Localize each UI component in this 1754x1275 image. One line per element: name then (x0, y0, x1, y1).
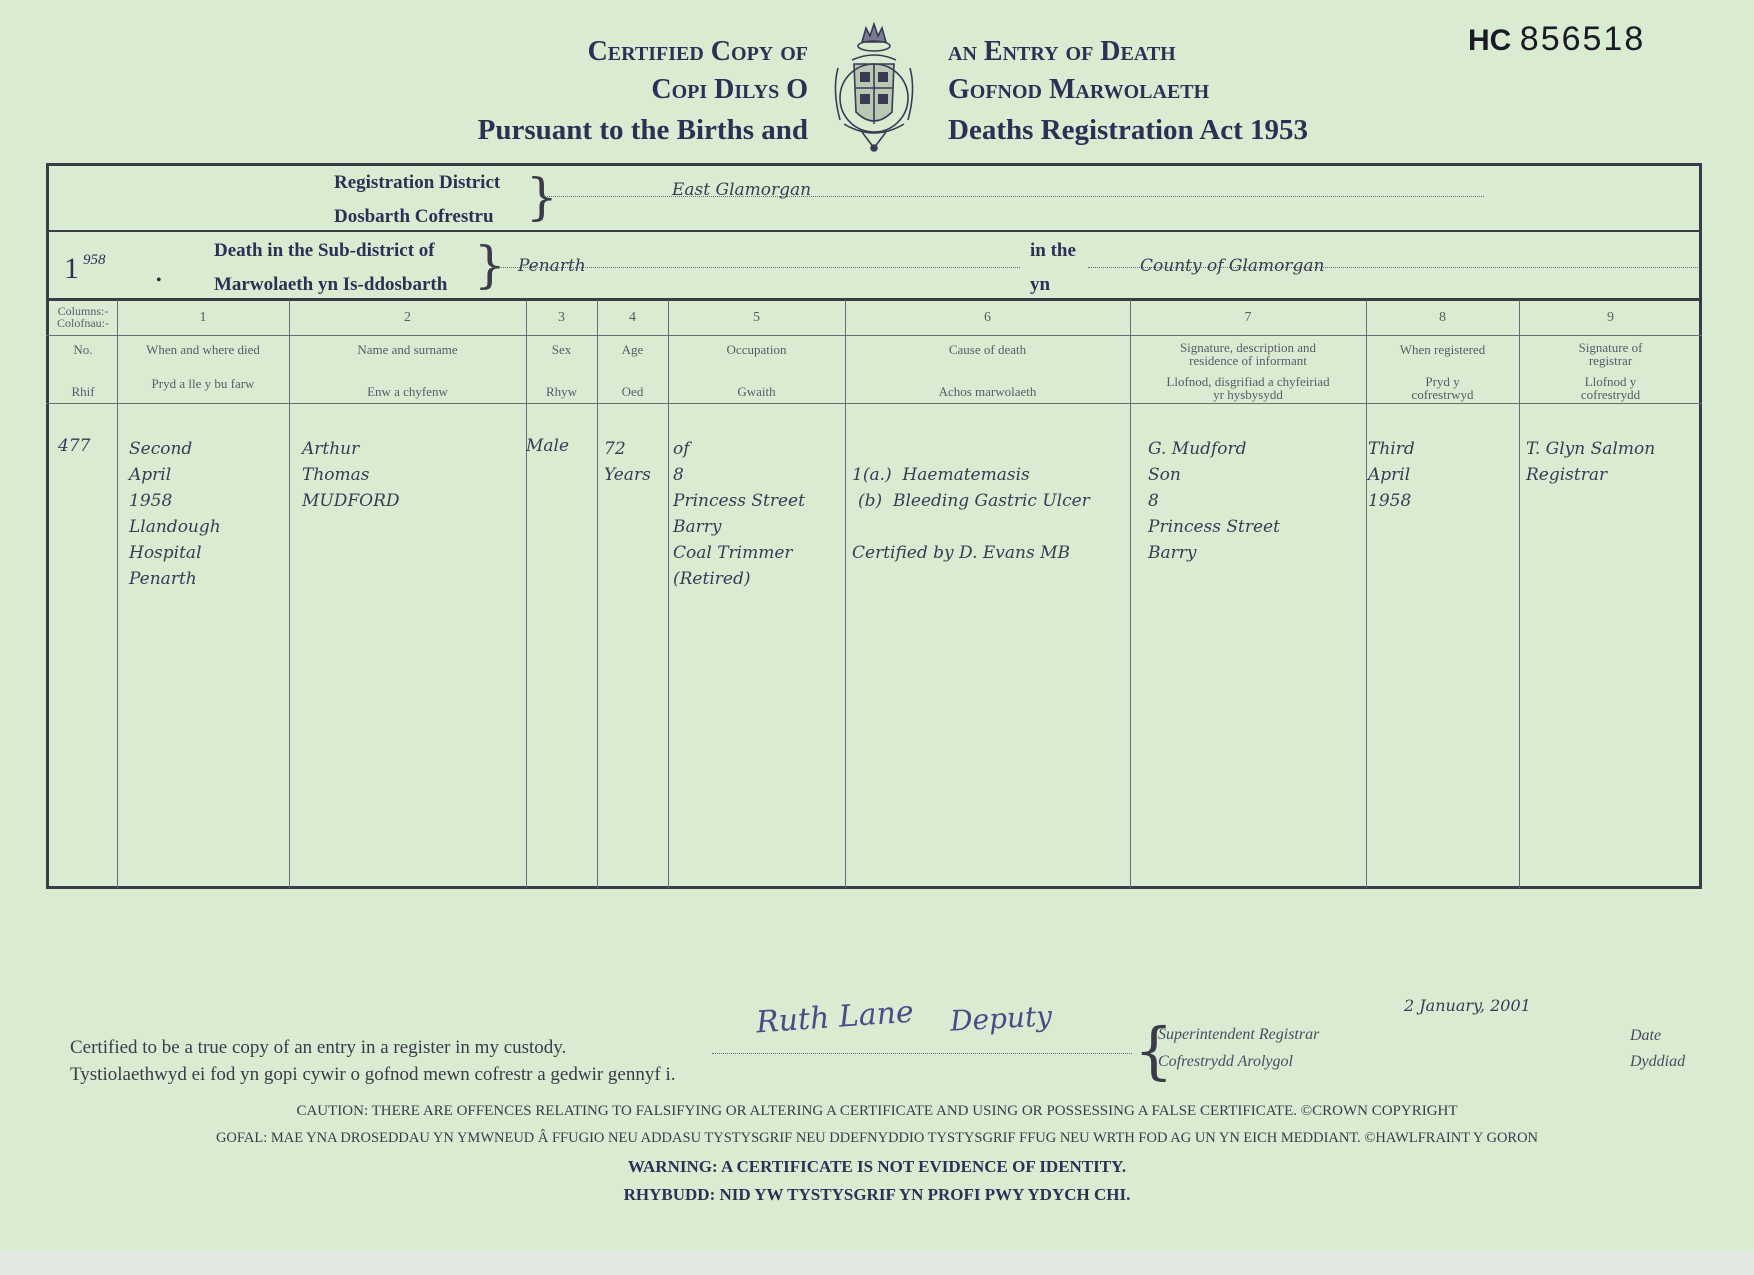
entry-line: (b) Bleeding Gastric Ulcer (858, 491, 1090, 511)
column-header-cy: Oed (621, 384, 644, 399)
entry-line: Hospital (129, 543, 202, 563)
entry-line: T. Glyn Salmon (1526, 439, 1656, 459)
signature-dotline (712, 1053, 1132, 1054)
column-header-en: Age (621, 342, 644, 357)
entry-line: 8 (673, 465, 684, 485)
entry-number: 477 (58, 436, 91, 456)
entry-line: of (673, 439, 690, 459)
serial-digits: 856518 (1519, 20, 1646, 58)
subdistrict-value: Penarth (518, 256, 586, 276)
royal-coat-of-arms-icon (826, 20, 922, 156)
column-number: 6 (984, 310, 991, 325)
entry-line: MUDFORD (302, 491, 400, 511)
warning-cy: RHYBUDD: NID YW TYSTYSGRIF YN PROFI PWY YDYCH CHI. (623, 1185, 1131, 1204)
column-header-en: Sex (551, 342, 572, 357)
in-the-cy: yn (1030, 274, 1051, 295)
entry-line: Arthur (302, 439, 360, 459)
column-header-en: Signature of registrar (1578, 340, 1643, 368)
entry-line: 8 (1148, 491, 1159, 511)
column-header-en: Name and surname (357, 342, 458, 357)
header-right-line2: Gofnod Marwolaeth (948, 74, 1210, 105)
column-number: 5 (753, 310, 760, 325)
entry-occupation (673, 436, 805, 592)
entry-line-spacer (852, 514, 1090, 540)
column-header-cy: Rhyw (545, 384, 578, 399)
district-label-en: Registration District (334, 172, 501, 193)
date-label-cy: Dyddiad (1630, 1053, 1686, 1070)
column-number: 1 (199, 310, 207, 325)
entry-line: April (129, 465, 172, 485)
in-the-en: in the (1030, 240, 1076, 261)
deputy-signature: Deputy (949, 999, 1053, 1038)
entry-line: Son (1148, 465, 1181, 485)
row-divider (46, 298, 1702, 301)
date-label-en: Date (1630, 1027, 1662, 1044)
entry-line: Third (1368, 439, 1415, 459)
column-number: 7 (1244, 310, 1252, 325)
row-divider (46, 403, 1702, 404)
column-header-en: When and where died (146, 342, 260, 357)
county-value: County of Glamorgan (1140, 256, 1325, 276)
district-label-cy: Dosbarth Cofrestru (334, 206, 494, 227)
entry-line: Years (604, 465, 651, 485)
columns-label-cy: Colofnau:- (57, 316, 109, 330)
certified-line-en: Certified to be a true copy of an entry in a register in my custody. (70, 1037, 567, 1058)
superintendent-signature: Ruth Lane (754, 994, 915, 1041)
caution-cy: GOFAL: MAE YNA DROSEDDAU YN YMWNEUD Â FFUGIO NEU ADDASU TYSTYSGRIF NEU DDEFNYDDIO TYSTYSGRIF FFUG NEU WRTH FOD AG UN YN EICH MEDDIANT. ©HAWLFRAINT Y GORON (215, 1130, 1539, 1146)
certification-date: 2 January, 2001 (1404, 996, 1531, 1015)
entry-year (64, 252, 106, 286)
header-right-line3: Deaths Registration Act 1953 (948, 114, 1309, 146)
role-cy: Cofrestrydd Arolygol (1158, 1053, 1293, 1070)
column-line (1366, 300, 1367, 888)
entry-line: 1958 (1368, 491, 1412, 511)
district-brace: } (526, 168, 558, 226)
columns-label-en: Columns:- (57, 304, 109, 318)
column-header-cy: Pryd a lle y bu farw (151, 376, 255, 391)
certified-line-cy: Tystiolaethwyd ei fod yn gopi cywir o gofnod mewn cofrestr a gedwir gennyf i. (70, 1064, 676, 1085)
row-divider (46, 335, 1702, 336)
entry-registered (1368, 436, 1415, 514)
entry-line: Certified by D. Evans MB (852, 543, 1070, 563)
header-left-line1: Certified Copy of (587, 36, 808, 67)
column-header-cy: Enw a chyfenw (367, 384, 448, 399)
subdistrict-label-en: Death in the Sub-district of (214, 240, 435, 261)
entry-informant (1148, 436, 1280, 566)
year-prefix: 1 (64, 252, 79, 285)
column-header-cy: Llofnod y cofrestrydd (1580, 374, 1641, 402)
serial-prefix: HC (1468, 24, 1512, 57)
district-value: East Glamorgan (672, 180, 812, 200)
header-left-line3: Pursuant to the Births and (477, 114, 808, 146)
entry-line: Second (129, 439, 193, 459)
entry-line: Registrar (1526, 465, 1608, 485)
entry-line: Princess Street (1148, 517, 1280, 537)
caution-en: CAUTION: THERE ARE OFFENCES RELATING TO FALSIFYING OR ALTERING A CERTIFICATE AND USING OR POSSESSING A FALSE CERTIFICATE. ©CROWN COPYRIGHT (296, 1103, 1458, 1119)
column-line (117, 300, 118, 888)
column-line (1130, 300, 1131, 888)
entry-sex: Male (526, 436, 570, 456)
column-header-en: Occupation (726, 342, 787, 357)
columns-label (49, 305, 117, 329)
column-number: 4 (629, 310, 636, 325)
column-header-cy: Llofnod, disgrifiad a chyfeiriad yr hysbysydd (1166, 374, 1330, 402)
column-header-cy: Rhif (71, 384, 95, 399)
entry-registrar (1526, 436, 1655, 488)
column-header-en: No. (73, 342, 93, 357)
warning-en: WARNING: A CERTIFICATE IS NOT EVIDENCE OF IDENTITY. (627, 1157, 1127, 1176)
column-number: 8 (1439, 310, 1446, 325)
entry-age (604, 436, 651, 488)
entry-line: (Retired) (673, 569, 751, 589)
entry-line: April (1368, 465, 1411, 485)
subdistrict-brace: } (474, 236, 506, 294)
row-divider (46, 230, 1702, 232)
role-brace: { (1134, 1014, 1174, 1087)
entry-line: 1(a.) Haematemasis (852, 465, 1030, 485)
scanner-edge (0, 1250, 1754, 1275)
column-number: 9 (1607, 310, 1614, 325)
serial-number (1468, 20, 1645, 59)
entry-line: G. Mudford (1148, 439, 1247, 459)
column-header-en: Signature, description and residence of informant (1179, 340, 1317, 368)
subdistrict-label-cy: Marwolaeth yn Is-ddosbarth (214, 274, 448, 295)
role-en: Superintendent Registrar (1158, 1026, 1320, 1043)
column-line (1519, 300, 1520, 888)
entry-line: 72 (604, 439, 626, 459)
entry-cause (852, 462, 1090, 566)
column-header-cy: Pryd y cofrestrwyd (1411, 374, 1474, 402)
entry-line: Princess Street (673, 491, 805, 511)
entry-when-where (129, 436, 221, 592)
entry-line: Barry (673, 517, 722, 537)
year-suffix: 958 (83, 252, 106, 268)
column-number: 3 (558, 310, 565, 325)
entry-line: 1958 (129, 491, 173, 511)
entry-line: Thomas (302, 465, 370, 485)
entry-line: Penarth (129, 569, 197, 589)
entry-name (302, 436, 400, 514)
entry-line: Barry (1148, 543, 1197, 563)
column-number: 2 (404, 310, 411, 325)
column-header-en: Cause of death (948, 342, 1027, 357)
year-dot: • (156, 272, 162, 289)
entry-line: Coal Trimmer (673, 543, 793, 563)
column-header-en: When registered (1399, 342, 1486, 357)
column-header-cy: Achos marwolaeth (938, 384, 1037, 399)
column-header-cy: Gwaith (737, 384, 776, 399)
header-left-line2: Copi Dilys O (651, 74, 808, 105)
entry-line: Llandough (129, 517, 221, 537)
header-right-line1: an Entry of Death (948, 36, 1176, 67)
